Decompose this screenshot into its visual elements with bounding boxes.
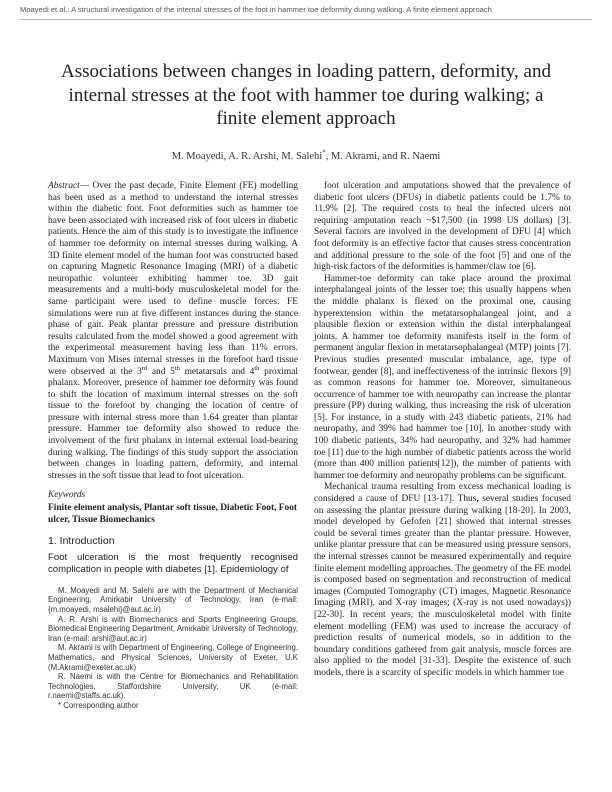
footnote-naemi: R. Naemi is with the Centre for Biomechanics and Rehabilitation Technologies, Staffordshire University, UK (e-mail: r.naemi@staffs.ac.uk).	[48, 672, 298, 701]
footnote-moayedi-salehi: M. Moayedi and M. Salehi are with the Department of Mechanical Engineering, Amirkabir University of Technology, Iran (e-mail:{m.moayedi, msalehi}@aut.ac.ir)	[48, 585, 298, 614]
right-column	[314, 181, 571, 680]
author-footnotes	[48, 586, 298, 711]
left-column	[48, 181, 298, 711]
introduction-text: Foot ulceration is the most frequently recognised complication in people with diabetes [1]. Epidemiology of	[48, 551, 298, 575]
authors-rest: , M. Akrami, and R. Naemi	[325, 151, 441, 162]
abstract	[48, 181, 298, 482]
abstract-sup-th1: th	[174, 364, 180, 372]
abstract-text-a: — Over the past decade, Finite Element (FE) modelling has been used as a method to understand the internal stresses within the diabetic foot. Foot deformities such as hammer toe have been associated with increased risk of foot ulcers in diabetic patients. Hence the aim of this study is to investigate the influence of hammer toe deformity on internal stresses during walking. A 3D finite element model of the human foot was constructed based on capturing Magnetic Resonance Imaging (MRI) of a diabetic neuropathic volunteer exhibiting hammer toe. 3D gait measurements and a multi-body musculoskeletal model for the same participant were used to define muscle forces. FE simulations were run at five different instances during the stance phase of gait. Peak plantar pressure and pressure distribution results calculated from the model showed a good agreement with the experimental measurement having less than 11% errors. Maximum von Mises internal stresses in the forefoot hard tissue were observed at the 3	[48, 181, 298, 377]
keywords-heading: Keywords	[48, 490, 86, 501]
abstract-text-d: proximal phalanx. Moreover, presence of hammer toe deformity was found to shift the location of maximum internal stresses on the soft tissue to the forefoot by changing the location of centre of pressure with internal stress more than 1.64 greater than plantar pressure. Hammer toe deformity also showed to reduce the involvement of the first phalanx in internal external load-bearing during walking. The findings of this study support the association between changes in loading pattern, deformity, and internal stresses in the soft tissue that lead to foot ulceration.	[48, 366, 298, 481]
abstract-sup-rd: rd	[141, 364, 148, 372]
introduction-heading: 1. Introduction	[48, 535, 115, 548]
intro-paragraph-1: foot ulceration and amputations showed that the prevalence of diabetic foot ulcers (DFUs) in diabetic patients could be 1.7% to 11.9% [2]. The required costs to heal the infected ulcers not requiring amputation reach ~$17,500 (in 1998 US dollars) [3]. Several factors are involved in the development of DFU [4] which foot deformity is an effective factor that causes stress concentration and additional pressure to the sole of the foot [5] and one of the high-risk factors of the deformities is hammer/claw toe [6].	[314, 181, 571, 273]
header-rule	[20, 19, 592, 20]
authors-first: M. Moayedi, A. R. Arshi, M. Salehi	[171, 151, 323, 162]
intro-paragraph-3: Mechanical trauma resulting from excess mechanical loading is considered a cause of DFU [13-17]. Thus, several studies focused on assessing the plantar pressure during walking [18-20]. In 2003, model developed by Gefofen [21] showed that internal stresses could be several times greater than the plantar pressure. However, unlike plantar pressure that can be measured using pressure sensors, the internal stresses cannot be measured experimentally and require finite element modelling approaches. The geometry of the FE model is composed based on segmentation and reconstruction of medical images (Computed Tomography (CT) images, Magnetic Resonance Imaging (MRI), and X-ray images; (X-ray is not used nowadays)) [22-30]. In recent years, the musculoskeletal model with finite element modelling (FEM) was used to increase the accuracy of prediction results of numerical models, so in addition to the boundary conditions gathered from gait analysis, muscle forces are also applied to the model [31-33]. Despite the existence of such models, there is a scarcity of specific models in which hammer toe	[314, 482, 571, 678]
footnote-akrami: M. Akrami is with Department of Engineering, College of Engineering, Mathematics, and Physical Sciences, University of Exeter, U.K (M.Akrami@exeter.ac.uk)	[48, 643, 298, 672]
abstract-label: Abstract	[48, 181, 80, 191]
abstract-text-b: and 5	[147, 366, 175, 377]
intro-paragraph-2: Hammer-toe deformity can take place around the proximal interphalangeal joints of the lesser toe; this usually happens when the middle phalanx is flexed on the proximal one, causing hyperextension within the metatarsophalangeal joint, and a plausible flexion or extension within the distal interphalangeal joints. A hammer toe deformity manifests itself in the form of permanent angular flexion in metatarsophalangeal (MTP) joints [7]. Previous studies presented muscular imbalance, age, type of footwear, gender [8], and ineffectiveness of the intrinsic flexors [9] as common reasons for hammer toe. Moreover, simultaneous occurrence of hammer toe with neuropathy can increase the plantar pressure (PP) during walking, thus increasing the risk of ulceration [5]. For instance, in a study with 243 diabetic patients, 21% had neuropathy, and 39% had hammer toe [10]. In another study with 100 diabetic patients, 34% had neuropathy, and 32% had hammer toe [11] due to the high number of diabetic patients across the world (more than 400 million patients[12]), the number of patients with hammer toe deformity and neuropathy problems can be significant.	[314, 273, 571, 481]
footnote-corresponding: * Corresponding author	[58, 700, 139, 710]
corresponding-author-mark: *	[322, 148, 326, 157]
abstract-sup-th2: th	[254, 364, 260, 372]
author-list	[60, 148, 552, 162]
keywords-list: Finite element analysis, Plantar soft tissue, Diabetic Foot, Foot ulcer, Tissue Biomechanics	[48, 503, 298, 525]
footnote-arshi: A. R. Arshi is with Biomechanics and Sports Engineering Groups, Biomedical Engineering Department, Amirkabir University of Technology, Iran (e-mail: arshi@aut.ac.ir)	[48, 614, 298, 643]
abstract-text-c: metatarsals and 4	[179, 366, 255, 377]
running-header: Moayedi et al.: A structural investigation of the internal stresses of the foot in hammer toe deformity during walking. A finite element approach	[20, 5, 492, 14]
paper-title: Associations between changes in loading pattern, deformity, and internal stresses at the foot with hammer toe during walking; a finite element approach	[61, 61, 551, 129]
